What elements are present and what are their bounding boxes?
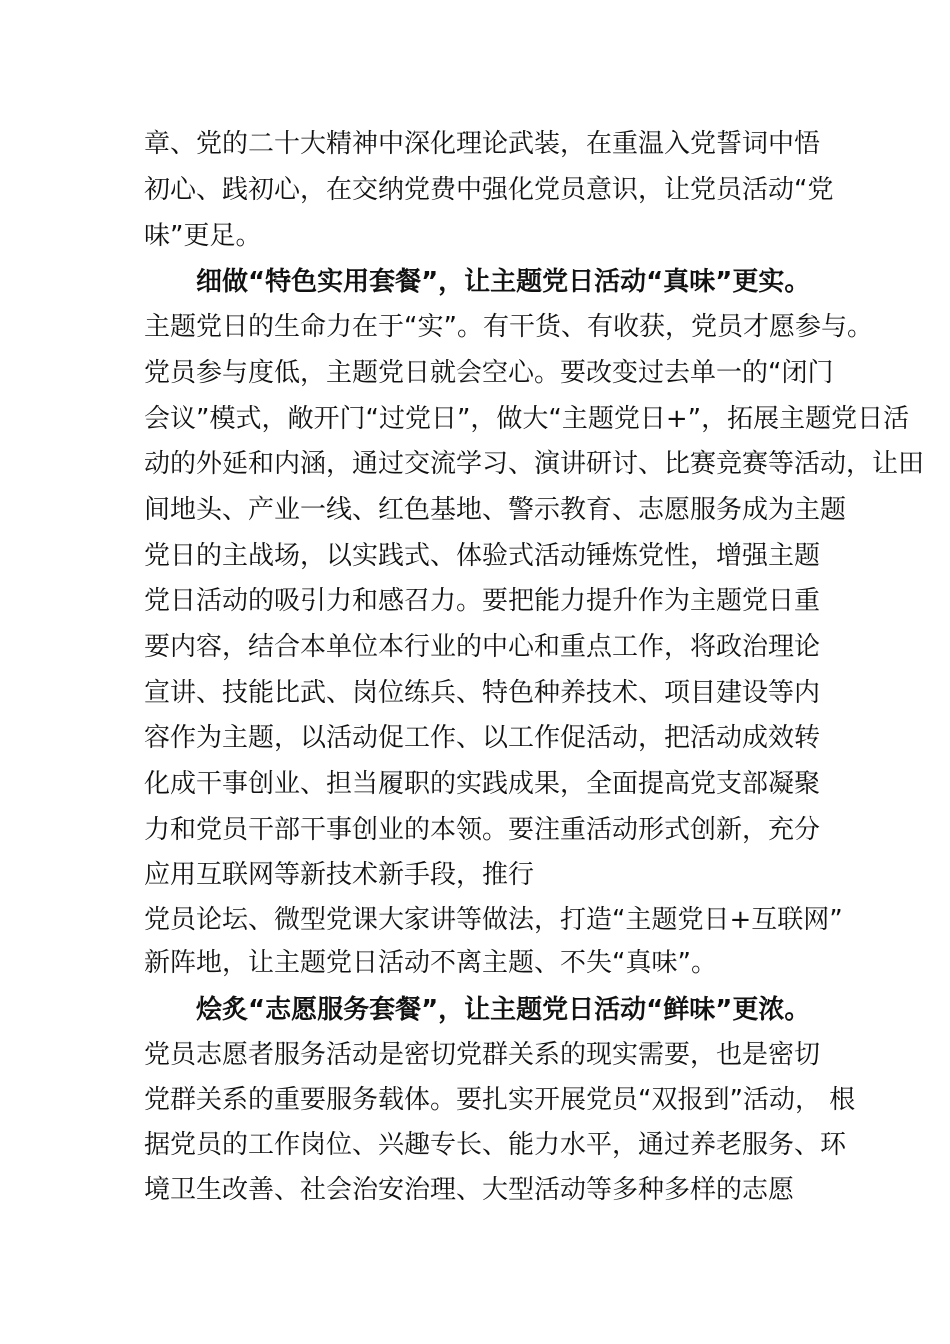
- text-line: 党员志愿者服务活动是密切党群关系的现实需要，也是密切: [144, 1040, 821, 1070]
- text-line: 章、党的二十大精神中深化理论武装，在重温入党誓词中悟: [144, 129, 821, 159]
- text-line: 会议”模式，敞开门“过党日”，做大“主题党日+”，拓展主题党日活: [144, 404, 910, 434]
- text-line: 力和党员干部干事创业的本领。要注重活动形式创新，充分: [144, 815, 821, 845]
- text-line: 要内容，结合本单位本行业的中心和重点工作，将政治理论: [144, 632, 821, 662]
- text-line: 党员参与度低，主题党日就会空心。要改变过去单一的“闭门: [144, 358, 834, 388]
- section-heading: 烩炙“志愿服务套餐”，让主题党日活动“鲜味”更浓。: [196, 995, 811, 1025]
- text-line: 党员论坛、微型党课大家讲等做法，打造“主题党日+互联网”: [144, 905, 843, 935]
- text-line: 味”更足。: [144, 221, 262, 251]
- text-line: 应用互联网等新技术新手段，推行: [144, 860, 535, 890]
- text-line: 容作为主题，以活动促工作、以工作促活动，把活动成效转: [144, 723, 821, 753]
- text-line: 党日活动的吸引力和感召力。要把能力提升作为主题党日重: [144, 586, 821, 616]
- text-line: 动的外延和内涵，通过交流学习、演讲研讨、比赛竞赛等活动，让田: [144, 449, 925, 479]
- text-line: 新阵地，让主题党日活动不离主题、不失“真味”。: [144, 948, 717, 978]
- text-line: 据党员的工作岗位、兴趣专长、能力水平，通过养老服务、环: [144, 1130, 847, 1160]
- text-line: 党群关系的重要服务载体。要扎实开展党员“双报到”活动， 根: [144, 1085, 856, 1115]
- text-line: 初心、践初心，在交纳党费中强化党员意识，让党员活动“党: [144, 175, 834, 205]
- text-line: 宣讲、技能比武、岗位练兵、特色种养技术、项目建设等内: [144, 678, 821, 708]
- text-line: 化成干事创业、担当履职的实践成果，全面提高党支部凝聚: [144, 769, 821, 799]
- text-line: 党日的主战场，以实践式、体验式活动锤炼党性，增强主题: [144, 541, 821, 571]
- text-line: 主题党日的生命力在于“实”。有干货、有收获，党员才愿参与。: [144, 312, 873, 342]
- section-heading: 细做“特色实用套餐”，让主题党日活动“真味”更实。: [196, 267, 811, 297]
- text-line: 境卫生改善、社会治安治理、大型活动等多种多样的志愿: [144, 1175, 795, 1205]
- text-line: 间地头、产业一线、红色基地、警示教育、志愿服务成为主题: [144, 495, 847, 525]
